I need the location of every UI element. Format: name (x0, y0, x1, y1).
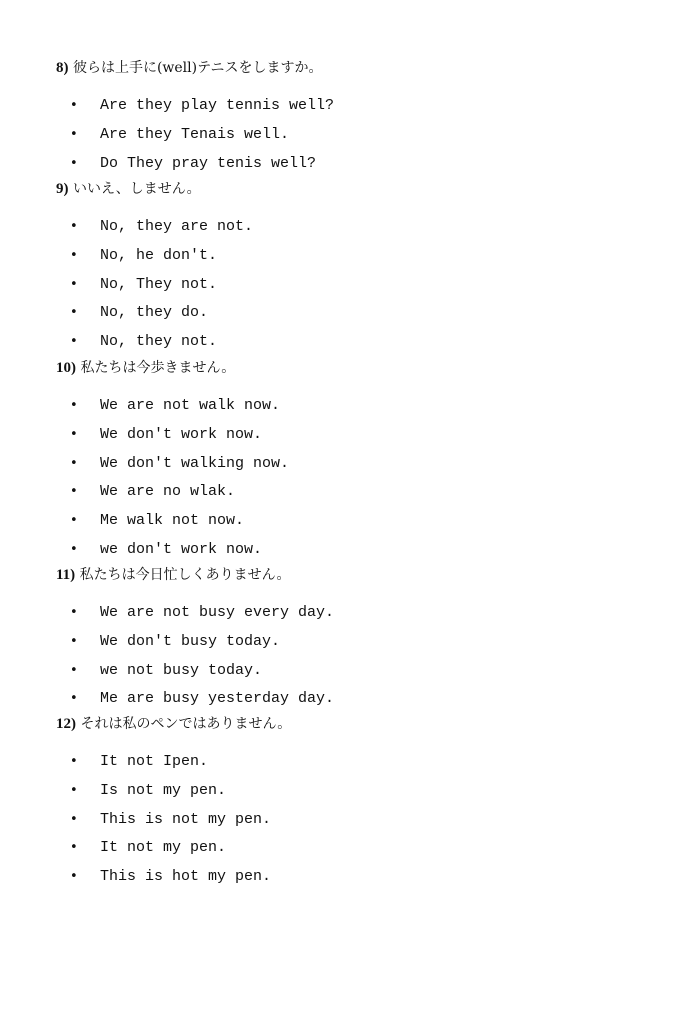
bullet-icon: • (70, 782, 78, 798)
bullet-icon: • (70, 276, 78, 292)
option-text: Is not my pen. (100, 781, 227, 799)
option-text: It not Ipen. (100, 753, 209, 770)
option-text: No, They not. (100, 275, 218, 293)
option-text: No, they do. (100, 304, 209, 322)
option-text: we don't work now. (100, 540, 263, 558)
option-text: we not busy today. (100, 661, 263, 679)
bullet-icon: • (70, 484, 78, 500)
option-text: No, they not. (100, 333, 218, 351)
option-text: It not my pen. (100, 839, 227, 857)
bullet-icon: • (70, 541, 78, 557)
question-prompt: 私たちは今歩きません。 (80, 360, 236, 376)
bullet-icon: • (70, 455, 78, 471)
question-prompt: いいえ、しません。 (72, 181, 201, 197)
option-text: We don't walking now. (100, 454, 290, 472)
bullet-icon: • (70, 513, 78, 529)
question-prompt: それは私のペンではありません。 (80, 716, 292, 732)
option-text: No, he don't. (100, 246, 218, 264)
question-number: 11) (56, 567, 76, 583)
bullet-icon: • (70, 305, 78, 321)
bullet-icon: • (70, 840, 78, 856)
bullet-icon: • (70, 98, 78, 113)
option-text: Me walk not now. (100, 512, 245, 530)
option-text: We don't work now. (100, 425, 263, 443)
bullet-icon: • (70, 605, 78, 620)
bullet-icon: • (70, 811, 78, 827)
question-10-heading (56, 358, 235, 378)
question-prompt: 私たちは今日忙しくありません。 (79, 567, 291, 583)
option-text: Are they Tenais well. (100, 125, 290, 143)
bullet-icon: • (70, 633, 78, 649)
bullet-icon: • (70, 155, 78, 171)
bullet-icon: • (70, 247, 78, 263)
option-text: We are not walk now. (100, 397, 281, 414)
bullet-icon: • (70, 426, 78, 442)
option-text: This is hot my pen. (100, 868, 272, 886)
option-text: This is not my pen. (100, 810, 272, 828)
option-text: We don't busy today. (100, 632, 281, 650)
option-text: No, they are not. (100, 218, 254, 235)
bullet-icon: • (70, 662, 78, 678)
question-number: 8) (56, 60, 69, 76)
question-12-heading (56, 714, 291, 734)
question-prompt: 彼らは上手に(well)テニスをしますか。 (72, 60, 323, 76)
option-text: We are not busy every day. (100, 604, 335, 621)
question-8-heading (56, 58, 323, 78)
question-11-heading (56, 565, 290, 585)
bullet-icon: • (70, 126, 78, 142)
bullet-icon: • (70, 691, 78, 707)
bullet-icon: • (70, 754, 78, 769)
question-number: 10) (56, 360, 76, 376)
question-number: 12) (56, 716, 76, 732)
bullet-icon: • (70, 869, 78, 885)
option-text: Me are busy yesterday day. (100, 690, 335, 708)
question-9-heading (56, 179, 201, 199)
option-text: We are no wlak. (100, 483, 236, 501)
bullet-icon: • (70, 219, 78, 234)
question-number: 9) (56, 181, 69, 197)
option-text: Do They pray tenis well? (100, 154, 317, 172)
bullet-icon: • (70, 334, 78, 350)
option-text: Are they play tennis well? (100, 97, 335, 114)
bullet-icon: • (70, 398, 78, 413)
